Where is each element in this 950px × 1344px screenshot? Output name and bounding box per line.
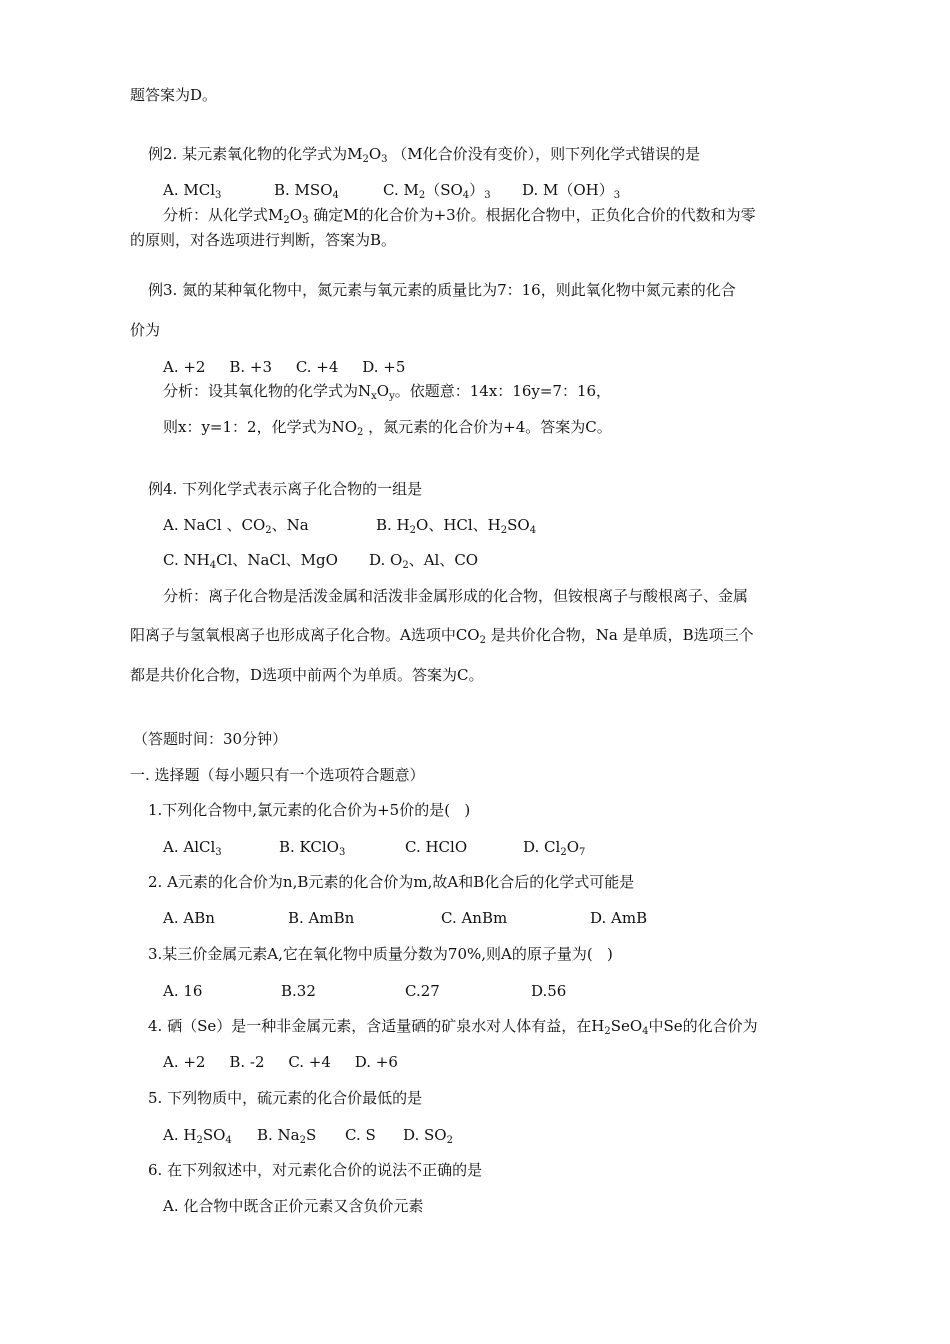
question-3-option-b: B.32 [281, 982, 316, 1000]
example-2-option-a: A. MCl$_3$ [163, 181, 222, 201]
intro-tail: 题答案为D。 [130, 86, 218, 104]
example-2-option-c: C. $M_2(SO_4)_3$ [383, 181, 491, 201]
question-1-option-b: B. KClO$_3$ [279, 838, 346, 858]
example-3-analysis-line-2: 则x：y=1：2，化学式为$NO_2$ ，氮元素的化合价为+4。答案为C。 [163, 418, 612, 438]
question-6: 6. 在下列叙述中，对元素化合价的说法不正确的是 [148, 1161, 483, 1179]
question-4-options: A. +2 B. -2 C. +4 D. +6 [163, 1053, 398, 1071]
question-3-option-a: A. 16 [163, 982, 203, 1000]
question-5-option-a: A. $H_2SO_4$ [163, 1126, 232, 1146]
section-title: 一. 选择题（每小题只有一个选项符合题意） [130, 766, 425, 784]
example-4-question: 例4. 下列化学式表示离子化合物的一组是 [148, 480, 423, 498]
example-4-option-b: B. $H_2O$、HCl、$H_2SO_4$ [376, 516, 537, 536]
question-3-option-c: C.27 [405, 982, 440, 1000]
example-3-options: A. +2 B. +3 C. +4 D. +5 [163, 358, 406, 376]
example-4-option-a: A. NaCl 、$CO_2$、Na [163, 516, 309, 536]
example-2-analysis-line-1: 分析：从化学式$M_2O_3$ 确定M的化合价为+3价。根据化合物中，正负化合价的代数和为零 [163, 206, 756, 226]
example-2-question: 例2. 某元素氧化物的化学式为$M_2O_3$ （M化合价没有变价），则下列化学式错误的是 [148, 145, 701, 165]
time-note: （答题时间：30分钟） [133, 730, 288, 748]
question-3-option-d: D.56 [531, 982, 567, 1000]
question-5: 5. 下列物质中，硫元素的化合价最低的是 [148, 1089, 423, 1107]
example-2-option-b: B. $MSO_4$ [274, 181, 339, 201]
example-3-question-line-2: 价为 [130, 321, 161, 339]
question-6-option-a: A. 化合物中既含正价元素又含负价元素 [163, 1197, 424, 1215]
question-1-option-a: A. AlCl$_3$ [163, 838, 222, 858]
example-4-analysis-line-2: 阳离子与氢氧根离子也形成离子化合物。A选项中$CO_2$ 是共价化合物，Na 是单质，B选项三个 [130, 626, 754, 646]
question-3: 3.某三价金属元素A,它在氧化物中质量分数为70%,则A的原子量为( ) [148, 945, 613, 963]
example-4-analysis-line-1: 分析：离子化合物是活泼金属和活泼非金属形成的化合物，但铵根离子与酸根离子、金属 [163, 587, 749, 605]
question-1-option-c: C. HClO [405, 838, 468, 856]
question-2: 2. A元素的化合价为n,B元素的化合价为m,故A和B化合后的化学式可能是 [148, 873, 635, 891]
question-5-option-b: B. $Na_2S$ [257, 1126, 317, 1146]
example-3-analysis-line-1: 分析：设其氧化物的化学式为$N_xO_y$。依题意：14x：16y=7：16， [163, 382, 612, 402]
question-5-option-c: C. S [345, 1126, 376, 1144]
question-1-option-d: D. $Cl_2O_7$ [523, 838, 586, 858]
example-2-analysis-line-2: 的原则，对各选项进行判断，答案为B。 [130, 231, 397, 249]
example-4-option-d: D. $O_2$、Al、CO [369, 551, 479, 571]
question-2-option-d: D. AmB [590, 909, 648, 927]
question-5-option-d: D. $SO_2$ [403, 1126, 453, 1146]
question-1: 1.下列化合物中,氯元素的化合价为+5价的是( ) [148, 801, 471, 819]
example-4-analysis-line-3: 都是共价化合物，D选项中前两个为单质。答案为C。 [130, 666, 484, 684]
question-2-option-c: C. AnBm [441, 909, 508, 927]
example-3-question-line-1: 例3. 氮的某种氧化物中，氮元素与氧元素的质量比为7：16，则此氧化物中氮元素的化合 [148, 281, 736, 299]
example-4-option-c: C. $NH_4Cl$、NaCl、MgO [163, 551, 338, 571]
example-2-option-d: D. $M(OH)_3$ [522, 181, 621, 201]
question-2-option-a: A. ABn [163, 909, 215, 927]
question-2-option-b: B. AmBn [288, 909, 355, 927]
question-4: 4. 硒（Se）是一种非金属元素，含适量硒的矿泉水对人体有益，在$H_2SeO_4$中Se的化合价为 [148, 1017, 758, 1037]
